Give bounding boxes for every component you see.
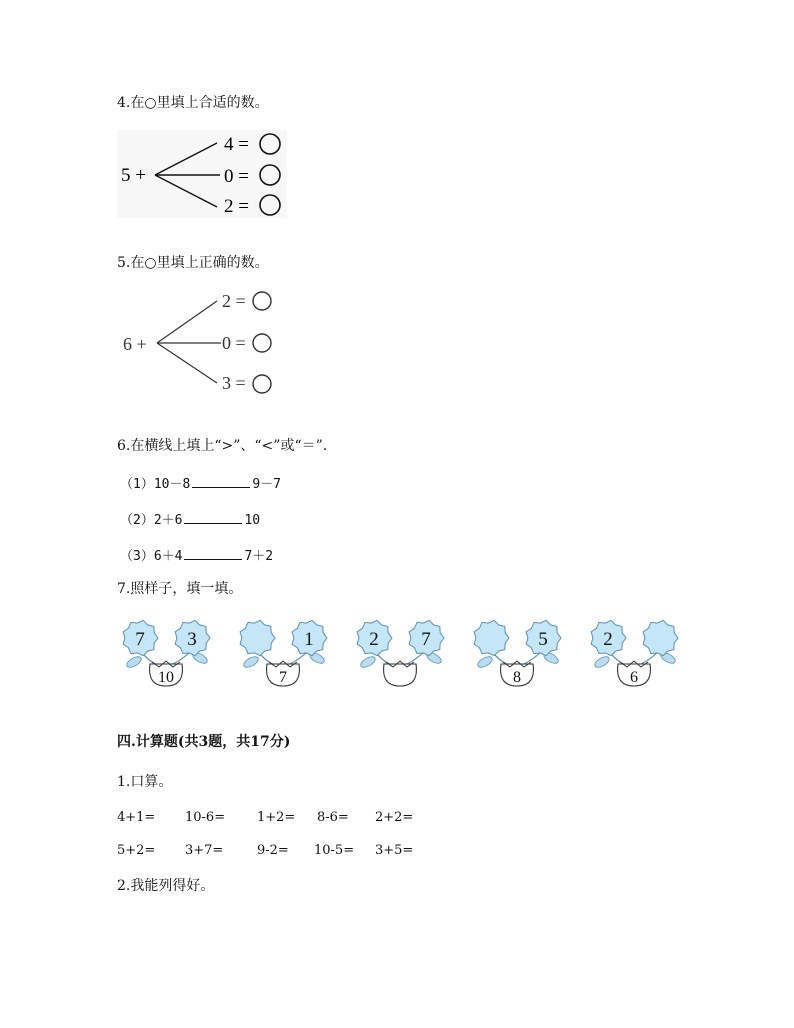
calc2-title: 2.我能列得好。 [117, 878, 215, 894]
q4-diagram [117, 130, 287, 218]
q4-left-label: 5 + [121, 165, 146, 186]
calc-item: 3+7= [185, 843, 224, 858]
flower-group [591, 620, 678, 686]
pot-number: 8 [513, 669, 521, 686]
leaf-icon [359, 655, 377, 670]
q4-title: 4.在○里填上合适的数。 [117, 95, 269, 111]
calc-item: 3+5= [375, 843, 414, 858]
q6-title: 6.在横线上填上“>”、“<”或“＝”. [117, 438, 328, 454]
flower-right-number: 1 [304, 629, 314, 650]
flower-left-number: 2 [603, 629, 613, 650]
q5-row-1: 2 = [222, 291, 246, 311]
section-4-title: 四.计算题(共3题，共17分) [117, 734, 291, 750]
q5-row-2: 0 = [222, 333, 246, 353]
leaf-icon [593, 655, 611, 670]
q5-title: 5.在○里填上正确的数。 [117, 255, 269, 271]
calc1-title: 1.口算。 [117, 774, 173, 790]
leaf-icon [242, 655, 260, 670]
q6-item-1: （1）10－8 9－7 [120, 477, 281, 492]
q6-item-2: （2）2＋6 10 [120, 513, 261, 528]
calc-item: 1+2= [257, 810, 296, 825]
flower-group [240, 620, 327, 686]
flower-group [357, 620, 444, 686]
flower-left-number: 7 [135, 629, 145, 650]
pot-icon[interactable] [384, 664, 417, 686]
q7-title: 7.照样子，填一填。 [117, 581, 243, 597]
flower-left-number: 2 [369, 629, 379, 650]
q6-blank-2[interactable] [184, 511, 242, 524]
calc-item: 5+2= [117, 843, 156, 858]
q5-answer-circle-1[interactable] [253, 292, 271, 310]
q5-left-label: 6 + [123, 334, 147, 354]
q5-answer-circle-3[interactable] [253, 375, 271, 393]
q6-blank-1[interactable] [192, 475, 250, 488]
calc-item: 8-6= [317, 810, 349, 825]
flower-right-number: 7 [421, 629, 431, 650]
leaf-icon [125, 655, 143, 670]
pot-number: 10 [158, 669, 174, 686]
flower-right-number: 3 [187, 629, 197, 650]
calc-item: 9-2= [257, 843, 289, 858]
flower-left-icon[interactable] [474, 620, 509, 655]
q4-row-1: 4 = [224, 134, 249, 155]
flower-group [123, 620, 210, 686]
q4-row-3: 2 = [224, 196, 249, 217]
q5-answer-circle-2[interactable] [253, 334, 271, 352]
flower-right-number: 5 [538, 629, 548, 650]
calc-item: 10-5= [314, 843, 355, 858]
pot-number: 7 [279, 669, 287, 686]
q7-flowers-diagram [112, 612, 682, 692]
q5-diagram [117, 287, 282, 397]
calc-item: 4+1= [117, 810, 156, 825]
calc-item: 10-6= [185, 810, 226, 825]
q6-blank-3[interactable] [184, 547, 242, 560]
pot-number: 6 [630, 669, 638, 686]
flower-left-icon[interactable] [240, 620, 275, 655]
q4-row-2: 0 = [224, 166, 249, 187]
flower-group [474, 620, 561, 686]
q6-item-3: （3）6＋4 7＋2 [120, 549, 274, 564]
q5-row-3: 3 = [222, 373, 246, 393]
calc-item: 2+2= [375, 810, 414, 825]
flower-right-icon[interactable] [643, 620, 678, 655]
leaf-icon [476, 655, 494, 670]
